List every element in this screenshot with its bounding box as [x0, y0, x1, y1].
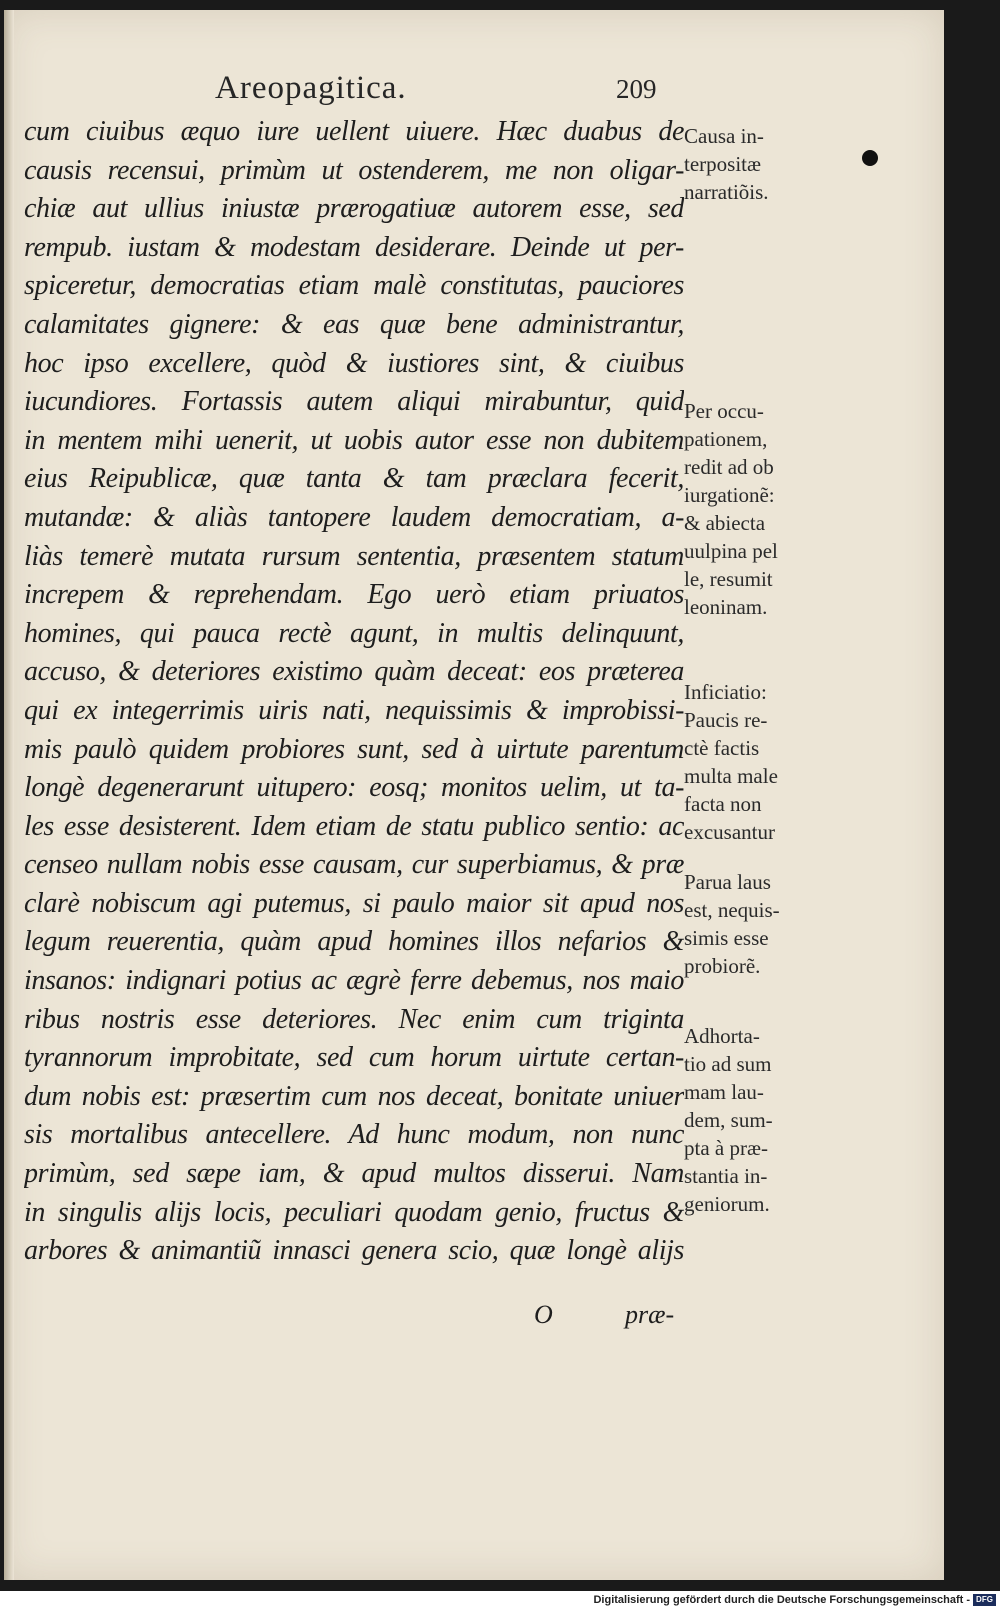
note-line: probiorẽ.: [684, 954, 761, 978]
text-line: calamitates gignere: & eas quæ bene administrantur,: [24, 308, 684, 340]
note-line: uulpina pel: [684, 539, 778, 563]
note-line: terpositæ: [684, 152, 761, 176]
catchword-line: [534, 1300, 694, 1340]
text-line: rempub. iustam & modestam desiderare. Deinde ut per-: [24, 231, 684, 263]
text-line: qui ex integerrimis uiris nati, nequissimis & improbissi-: [24, 694, 684, 726]
note-line: narratiõis.: [684, 180, 769, 204]
text-line: chiæ aut ullius iniustæ prærogatiuæ autorem esse, sed: [24, 193, 684, 225]
text-line: eius Reipublicæ, quæ tanta & tam præclara fecerit,: [24, 463, 684, 495]
signature-mark: O: [534, 1300, 553, 1329]
note-line: simis esse: [684, 926, 769, 950]
note-line: leoninam.: [684, 595, 768, 619]
text-line: increpem & reprehendam. Ego uerò etiam priuatos: [24, 579, 684, 611]
text-line: mutandæ: & aliàs tantopere laudem democratiam, a-: [24, 501, 684, 533]
note-line: mam lau-: [684, 1080, 764, 1104]
note-line: Per occu-: [684, 399, 764, 423]
text-line: insanos: indignari potius ac ægrè ferre debemus, nos maio: [24, 965, 684, 997]
page-header: [4, 70, 944, 118]
note-line: dem, sum-: [684, 1108, 773, 1132]
note-line: stantia in-: [684, 1164, 768, 1188]
note-line: pta à præ-: [684, 1136, 768, 1160]
body-text: [24, 113, 684, 1271]
page-gutter-shadow: [4, 10, 14, 1580]
note-line: iurgationẽ:: [684, 483, 775, 507]
book-page: [4, 10, 944, 1580]
text-line: dum nobis est: præsertim cum nos deceat, bonitate uniuer: [24, 1080, 684, 1112]
text-line: censeo nullam nobis esse causam, cur superbiamus, & præ: [24, 849, 684, 881]
text-line: in mentem mihi uenerit, ut uobis autor esse non dubitem: [24, 424, 684, 456]
text-line: liàs temerè mutata rursum sententia, præsentem statum: [24, 540, 684, 572]
note-line: geniorum.: [684, 1192, 770, 1216]
note-line: Parua laus: [684, 870, 771, 894]
note-line: facta non: [684, 792, 762, 816]
ink-spot: [862, 150, 878, 166]
note-line: & abiecta: [684, 511, 766, 535]
text-line: ribus nostris esse deteriores. Nec enim cum triginta: [24, 1003, 684, 1035]
marginal-note: [684, 122, 834, 206]
note-line: pationem,: [684, 427, 768, 451]
running-head: Areopagitica.: [215, 70, 407, 106]
note-line: Inficiatio:: [684, 680, 767, 704]
text-line: longè degenerarunt uitupero: eosq; monitos uelim, ut ta-: [24, 772, 684, 804]
marginal-note: [684, 397, 834, 621]
funding-credit: Digitalisierung gefördert durch die Deutsche Forschungsgemeinschaft -: [593, 1594, 970, 1606]
note-line: excusantur: [684, 820, 775, 844]
page-number: 209: [616, 74, 657, 104]
note-line: multa male: [684, 764, 778, 788]
text-line: mis paulò quidem probiores sunt, sed à uirtute parentum: [24, 733, 684, 765]
text-line: legum reuerentia, quàm apud homines illos nefarios &: [24, 926, 684, 958]
note-line: le, resumit: [684, 567, 773, 591]
note-line: Paucis re-: [684, 708, 768, 732]
marginal-note: [684, 678, 834, 846]
text-line: cum ciuibus æquo iure uellent uiuere. Hæc duabus de: [24, 116, 684, 147]
marginal-note: [684, 868, 834, 980]
text-line: sis mortalibus antecellere. Ad hunc modum, non nunc: [24, 1119, 684, 1151]
text-line: primùm, sed sæpe iam, & apud multos disserui. Nam: [24, 1158, 684, 1190]
text-line: homines, qui pauca rectè agunt, in multis delinquunt,: [24, 617, 684, 649]
digitization-footer: [0, 1591, 1000, 1609]
dfg-logo-icon: DFG: [973, 1594, 996, 1606]
note-line: Adhorta-: [684, 1024, 760, 1048]
text-line: hoc ipso excellere, quòd & iustiores sint, & ciuibus: [24, 347, 684, 379]
note-line: est, nequis-: [684, 898, 780, 922]
text-line: accuso, & deteriores existimo quàm deceat: eos præterea: [24, 656, 684, 688]
text-line: causis recensui, primùm ut ostenderem, me non oligar-: [24, 154, 684, 186]
note-line: tio ad sum: [684, 1052, 772, 1076]
text-line: in singulis alijs locis, peculiari quodam genio, fructus &: [24, 1196, 684, 1228]
text-line: iucundiores. Fortassis autem aliqui mirabuntur, quid: [24, 386, 684, 418]
marginal-note: [684, 1022, 834, 1218]
text-line: clarè nobiscum agi putemus, si paulo maior sit apud nos: [24, 887, 684, 919]
text-line: spiceretur, democratias etiam malè constitutas, pauciores: [24, 270, 684, 302]
text-line: les esse desisterent. Idem etiam de statu publico sentio: ac: [24, 810, 684, 842]
note-line: redit ad ob: [684, 455, 774, 479]
text-line: arbores & animantiũ innasci genera scio, quæ longè alijs: [24, 1235, 684, 1267]
note-line: ctè factis: [684, 736, 760, 760]
note-line: Causa in-: [684, 124, 764, 148]
text-line: tyrannorum improbitate, sed cum horum uirtute certan-: [24, 1042, 684, 1074]
catchword: præ-: [625, 1300, 675, 1329]
